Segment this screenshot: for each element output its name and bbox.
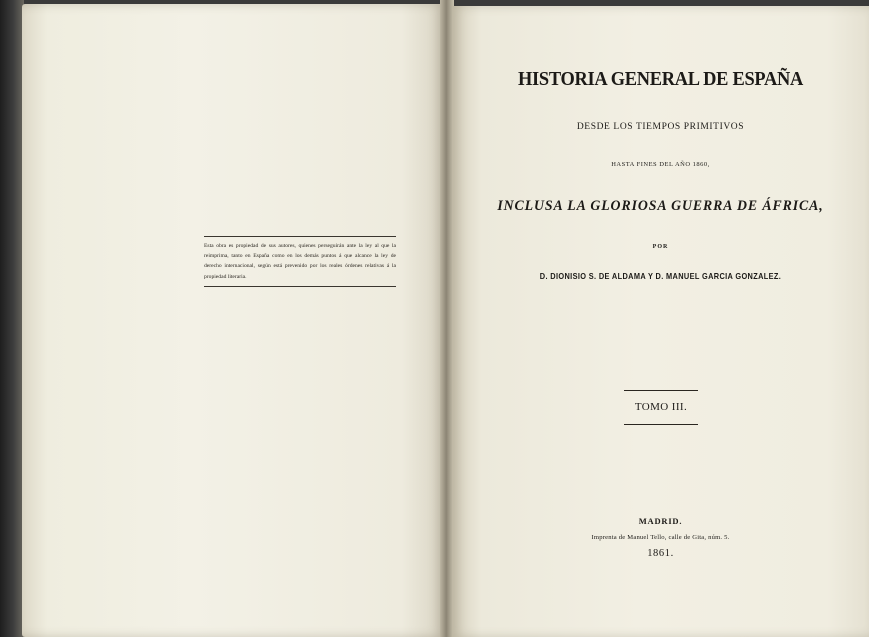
subtitle-primitive-times: DESDE LOS TIEMPOS PRIMITIVOS: [576, 122, 745, 132]
copyright-notice-text: Esta obra es propiedad de sus autores, quienes perseguirán ante la ley al que la reimprima, tanto en España como en los demás puntos á que alcance la ley de derecho internacional, según está prevenido por los reales órdenes relativas á la propiedad literaria.: [204, 243, 396, 280]
subtitle-african-war: INCLUSA LA GLORIOSA GUERRA DE ÁFRICA,: [497, 198, 824, 214]
subtitle-end-of-year: HASTA FINES DEL AÑO 1860,: [611, 161, 710, 168]
volume-number: TOMO III.: [634, 401, 688, 413]
publication-city: MADRID.: [638, 516, 683, 526]
book-title: HISTORIA GENERAL DE ESPAÑA: [517, 68, 804, 90]
copyright-notice: [204, 236, 396, 287]
title-page: [452, 6, 869, 637]
publication-year: 1861.: [647, 548, 674, 559]
left-page: [22, 4, 444, 637]
volume-box: [624, 390, 698, 425]
by-label: POR: [652, 244, 669, 250]
book-binding: [0, 0, 24, 637]
authors-line: D. DIONISIO S. DE ALDAMA Y D. MANUEL GARCIA GONZALEZ.: [539, 272, 782, 281]
printer-line: Imprenta de Manuel Tello, calle de Gita, núm. 5.: [591, 534, 730, 541]
title-block: [452, 6, 869, 637]
